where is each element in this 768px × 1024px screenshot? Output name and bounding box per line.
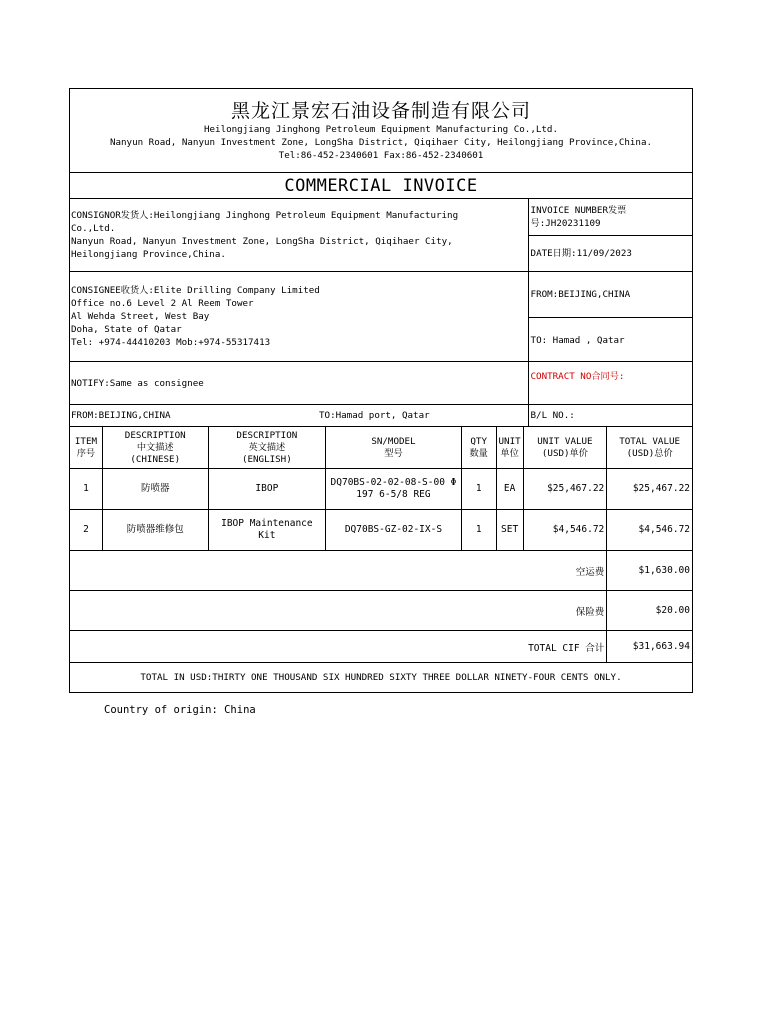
consignee-line: Tel: +974-44410203 Mob:+974-55317413 [71, 337, 271, 348]
header-text: DESCRIPTION [236, 429, 298, 441]
to-right: TO: Hamad , Qatar [530, 335, 625, 346]
col-qty [462, 427, 497, 468]
header-text: (USD)单价 [541, 447, 588, 459]
freight-value: $1,630.00 [638, 565, 690, 576]
invoice-number-cell [529, 199, 692, 236]
insurance-row [70, 591, 692, 631]
total-cif-row [70, 631, 692, 663]
item-no: 1 [70, 469, 103, 509]
consignor-row [70, 199, 692, 272]
from-to-block [70, 405, 529, 426]
freight-row [70, 551, 692, 591]
header-text: (CHINESE) [130, 453, 181, 465]
invoice-number-label: INVOICE NUMBER发票 [530, 205, 627, 216]
col-unit-value [524, 427, 608, 468]
consignee-block [70, 272, 529, 361]
consignor-line: CONSIGNOR发货人:Heilongjiang Jinghong Petroleum Equipment Manufacturing [71, 210, 459, 221]
item-desc-en-line: IBOP [255, 483, 279, 494]
notify-party: NOTIFY:Same as consignee [70, 362, 529, 404]
header-text: QTY [470, 435, 487, 447]
insurance-label [70, 591, 607, 630]
company-address: Nanyun Road, Nanyun Investment Zone, LongSha District, Qiqihaer City, Heilongjiang Province,China. [109, 137, 653, 148]
header-text: (ENGLISH) [241, 453, 292, 465]
company-header [70, 89, 692, 173]
item-sn-line: DQ70BS-GZ-02-IX-S [344, 524, 443, 535]
header-text: 单位 [500, 447, 519, 459]
item-sn [326, 510, 462, 550]
header-text: UNIT [498, 435, 521, 447]
header-text: (USD)总价 [626, 447, 673, 459]
item-no: 2 [70, 510, 103, 550]
freight-label-text: 空运费 [575, 566, 605, 578]
item-sn-line: DQ70BS-02-02-08-S-00 Φ [330, 477, 457, 488]
header-text: 数量 [469, 447, 488, 459]
company-name-cn: 黑龙江景宏石油设备制造有限公司 [230, 100, 531, 122]
header-text: 型号 [384, 447, 403, 459]
contract-number: CONTRACT NO合同号: [530, 371, 625, 382]
invoice-sheet [69, 88, 693, 693]
consignee-line: Doha, State of Qatar [71, 324, 182, 335]
to-left: TO:Hamad port, Qatar [319, 410, 430, 421]
item-total-value: $4,546.72 [638, 524, 691, 535]
total-cif-label-text: TOTAL CIF 合计 [528, 642, 605, 654]
item-unit: SET [497, 510, 524, 550]
col-sn-model [326, 427, 462, 468]
consignor-line: Co.,Ltd. [71, 223, 116, 234]
item-unit-value: $25,467.22 [524, 469, 608, 509]
consignee-line: CONSIGNEE收货人:Elite Drilling Company Limited [71, 285, 320, 296]
invoice-date: DATE日期:11/09/2023 [530, 248, 632, 259]
item-qty: 1 [462, 469, 497, 509]
item-desc-en [209, 510, 327, 550]
insurance-value: $20.00 [655, 605, 690, 616]
invoice-meta [529, 199, 692, 271]
item-unit-value: $4,546.72 [524, 510, 608, 550]
header-text: 英文描述 [248, 441, 286, 453]
freight-label [70, 551, 607, 590]
total-in-words-row [70, 663, 692, 693]
item-unit: EA [497, 469, 524, 509]
item-desc-en-line: Kit [258, 530, 276, 541]
item-desc-cn: 防喷器 [103, 469, 209, 509]
col-desc-en [209, 427, 327, 468]
consignee-line: Office no.6 Level 2 Al Reem Tower [71, 298, 254, 309]
total-cif-label [70, 631, 607, 662]
item-sn-line: 197 6-5/8 REG [356, 489, 431, 500]
col-total-value [607, 427, 692, 468]
bl-number: B/L NO.: [530, 410, 575, 421]
item-total-value: $25,467.22 [632, 483, 691, 494]
company-contact: Tel:86-452-2340601 Fax:86-452-2340601 [278, 150, 484, 161]
table-row [70, 469, 692, 510]
item-desc-en [209, 469, 327, 509]
col-item [70, 427, 103, 468]
total-cif-value: $31,663.94 [632, 641, 690, 652]
consignee-row [70, 272, 692, 362]
header-text: UNIT VALUE [537, 435, 593, 447]
total-in-words: TOTAL IN USD:THIRTY ONE THOUSAND SIX HUNDRED SIXTY THREE DOLLAR NINETY-FOUR CENTS ONLY. [140, 672, 622, 683]
consignee-line: Al Wehda Street, West Bay [71, 311, 210, 322]
insurance-label-text: 保险费 [575, 606, 605, 618]
item-sn [326, 469, 462, 509]
invoice-number-value: 号:JH20231109 [530, 218, 601, 229]
item-desc-en-line: IBOP Maintenance [221, 518, 313, 529]
header-text: SN/MODEL [371, 435, 416, 447]
header-text: DESCRIPTION [124, 429, 186, 441]
item-desc-cn: 防喷器维修包 [103, 510, 209, 550]
header-text: 序号 [76, 447, 96, 459]
consignor-line: Heilongjiang Province,China. [71, 249, 226, 260]
from-left: FROM:BEIJING,CHINA [71, 410, 171, 421]
company-name-en: Heilongjiang Jinghong Petroleum Equipment Manufacturing Co.,Ltd. [203, 124, 558, 135]
country-of-origin: Country of origin: China [104, 704, 256, 716]
col-unit [497, 427, 524, 468]
consignor-line: Nanyun Road, Nanyun Investment Zone, LongSha District, Qiqihaer City, [71, 236, 453, 247]
header-text: TOTAL VALUE [619, 435, 681, 447]
route-block [529, 272, 692, 361]
notify-row [70, 362, 692, 405]
doc-title-row [70, 173, 692, 199]
item-qty: 1 [462, 510, 497, 550]
header-text: ITEM [74, 435, 98, 447]
from-right: FROM:BEIJING,CHINA [529, 272, 692, 318]
consignor-block [70, 199, 529, 271]
doc-title: COMMERCIAL INVOICE [284, 175, 478, 196]
from-to-row [70, 405, 692, 427]
col-desc-cn [103, 427, 209, 468]
header-text: 中文描述 [136, 441, 174, 453]
table-row [70, 510, 692, 551]
table-header [70, 427, 692, 469]
